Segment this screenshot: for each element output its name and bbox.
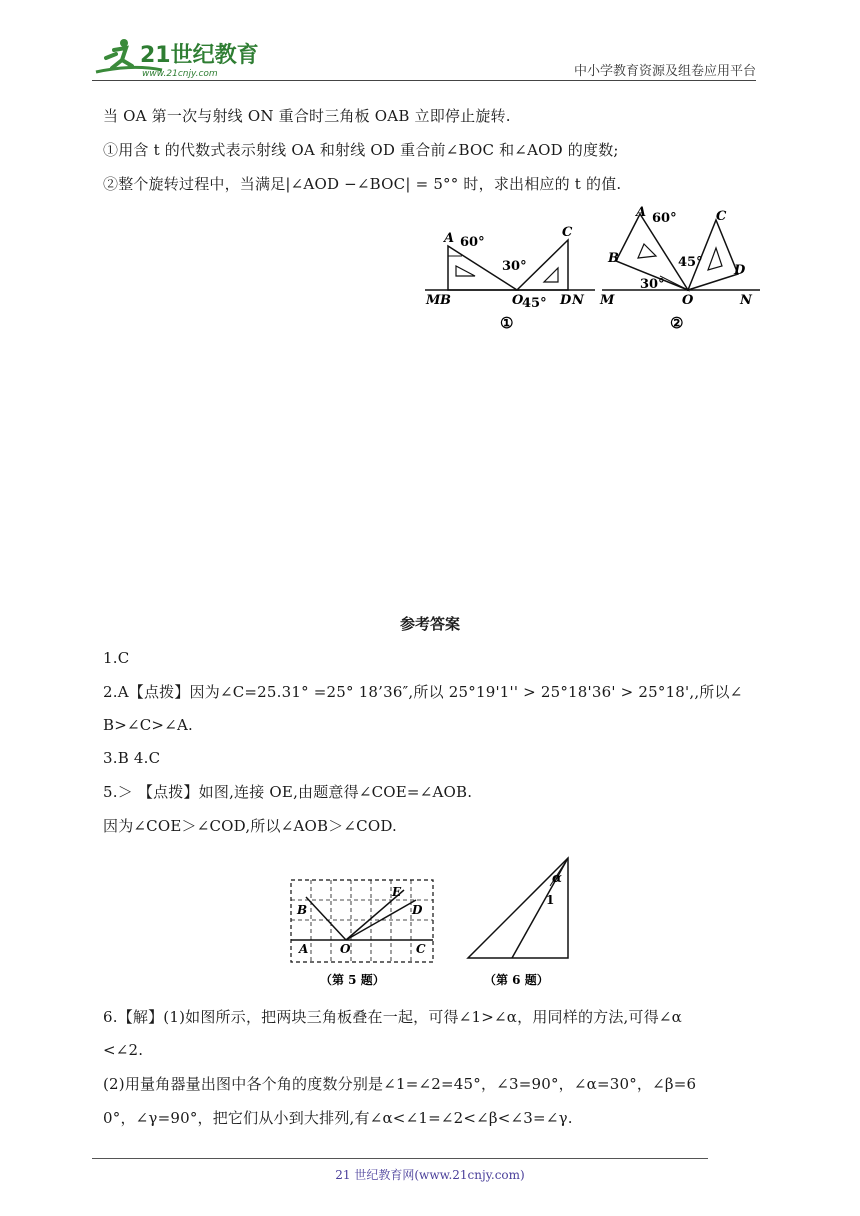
svg-text:B: B xyxy=(440,293,451,308)
problem-line-1: 当 OA 第一次与射线 ON 重合时三角板 OAB 立即停止旋转. xyxy=(103,107,511,125)
svg-text:C: C xyxy=(716,209,727,224)
svg-text:（第 5 题）: （第 5 题） xyxy=(320,973,385,987)
problem-line-3: ②整个旋转过程中，当满足|∠AOD −∠BOC| = 5°° 时，求出相应的 t 的值. xyxy=(103,175,622,193)
svg-text:30°: 30° xyxy=(502,259,527,274)
svg-text:60°: 60° xyxy=(460,235,485,250)
footer-site-link[interactable]: 21 世纪教育网(www.21cnjy.com) xyxy=(335,1168,525,1182)
svg-text:C: C xyxy=(562,225,573,240)
svg-text:N: N xyxy=(740,293,752,308)
svg-text:45°: 45° xyxy=(522,296,547,311)
svg-text:O: O xyxy=(340,942,351,956)
logo-21cnjy xyxy=(92,36,262,80)
svg-text:②: ② xyxy=(670,314,684,332)
figure-5-grid xyxy=(291,880,433,987)
header-divider xyxy=(92,80,756,81)
answer-line-9: (2)用量角器量出图中各个角的度数分别是∠1=∠2=45°，∠3=90°，∠α=30°，∠β=6 xyxy=(103,1075,697,1093)
figure-1 xyxy=(425,225,595,332)
svg-text:30°: 30° xyxy=(640,277,665,292)
problem-line-2: ①用含 t 的代数式表示射线 OA 和射线 OD 重合前∠BOC 和∠AOD 的度数; xyxy=(103,141,619,159)
logo-url: www.21cnjy.com xyxy=(142,69,218,79)
answer-line-5: 5.＞ 【点拨】如图,连接 OE,由题意得∠COE=∠AOB. xyxy=(103,783,473,801)
svg-text:B: B xyxy=(608,251,619,266)
svg-text:O: O xyxy=(512,293,524,308)
svg-text:N: N xyxy=(572,293,584,308)
svg-text:M: M xyxy=(426,293,441,308)
svg-text:M: M xyxy=(600,293,615,308)
svg-text:1: 1 xyxy=(546,893,555,907)
answer-line-4: 3.B 4.C xyxy=(103,749,161,767)
answer-line-8: <∠2. xyxy=(103,1041,144,1059)
header-platform-text: 中小学教育资源及组卷应用平台 xyxy=(573,64,756,79)
logo-text: 21世纪教育 xyxy=(140,43,259,68)
svg-text:C: C xyxy=(416,942,426,956)
answers-title: 参考答案 xyxy=(399,615,460,633)
answer-line-7: 6.【解】(1)如图所示，把两块三角板叠在一起，可得∠1>∠α，用同样的方法,可得∠α xyxy=(103,1008,683,1026)
answer-line-10: 0°，∠γ=90°，把它们从小到大排列,有∠α<∠1=∠2<∠β<∠3=∠γ. xyxy=(103,1109,573,1127)
figure-6-triangles xyxy=(468,858,568,987)
svg-text:（第 6 题）: （第 6 题） xyxy=(484,973,549,987)
answer-line-3: B>∠C>∠A. xyxy=(103,716,193,734)
figure-2 xyxy=(599,205,760,332)
rotation-figures xyxy=(420,204,765,334)
svg-text:D: D xyxy=(412,903,423,917)
svg-text:D: D xyxy=(734,263,746,278)
svg-text:A: A xyxy=(444,231,455,246)
svg-text:60°: 60° xyxy=(652,211,677,226)
svg-text:E: E xyxy=(392,885,402,899)
answer-line-2: 2.A【点拨】因为∠C=25.31° =25° 18’36″,所以 25°19'1'' > 25°18'36' > 25°18',,所以∠ xyxy=(103,683,743,701)
svg-text:O: O xyxy=(682,293,694,308)
answer-line-1: 1.C xyxy=(103,649,130,667)
svg-text:α: α xyxy=(552,871,563,886)
answer-line-6: 因为∠COE＞∠COD,所以∠AOB＞∠COD. xyxy=(103,817,398,835)
svg-text:45°: 45° xyxy=(678,255,703,270)
svg-text:B: B xyxy=(297,903,308,917)
svg-text:A: A xyxy=(299,942,309,956)
svg-text:①: ① xyxy=(500,314,514,332)
svg-text:D: D xyxy=(560,293,572,308)
footer-divider xyxy=(92,1158,708,1159)
svg-text:A: A xyxy=(636,205,647,220)
answer-figures xyxy=(284,852,584,992)
